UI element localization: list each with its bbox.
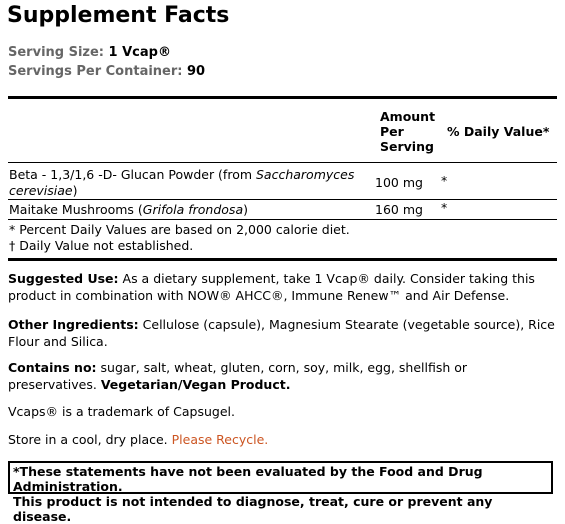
other-ingredients-label: Other Ingredients: [8,317,139,332]
glucan-name-text: Beta - 1,3/1,6 -D- Glucan Powder (from [9,167,256,182]
glucan-amount: 100 mg [375,175,423,190]
servings-per-container [8,64,205,79]
suggested-use [8,270,557,304]
amount-per-serving-header [380,109,435,154]
serving-header-line: Serving [380,139,434,154]
other-ingredients-line1: Cellulose (capsule), Magnesium Stearate (vegetable source), Rice [138,317,555,332]
serving-size-value: 1 Vcap® [108,45,171,60]
table-row-maitake-name [9,202,369,218]
servings-per-container-value: 90 [187,64,206,79]
other-ingredients [8,316,557,350]
maitake-daily-value: * [441,200,448,215]
footnote-dv-not-established: † Daily Value not established. [9,238,194,253]
maitake-source-italic: Grifola frondosa [142,202,244,217]
amount-header-line: Amount [380,109,436,124]
serving-size [8,45,171,60]
top-thick-rule [8,96,557,99]
serving-size-label: Serving Size: [8,45,105,60]
contains-no-line1: sugar, salt, wheat, gluten, corn, soy, milk, egg, shellfish or [96,360,468,375]
contains-no-label: Contains no: [8,360,97,375]
storage-text: Store in a cool, dry place. [8,432,172,447]
suggested-use-line1: As a dietary supplement, take 1 Vcap® daily. Consider taking this [118,271,535,286]
disclaimer-line2: This product is not intended to diagnose, treat, cure or prevent any disease. [13,494,493,524]
storage-note [8,431,557,448]
other-ingredients-line2: Flour and Silica. [8,334,108,349]
per-header-line: Per [380,124,404,139]
please-recycle-text: Please Recycle. [171,432,269,447]
glucan-source-italic: Saccharomyces [256,167,355,182]
suggested-use-line2: product in combination with NOW® AHCC®, Immune Renew™ and Air Defense. [8,288,510,303]
glucan-name-suffix: ) [72,183,78,198]
suggested-use-label: Suggested Use: [8,271,119,286]
glucan-source-italic-2: cerevisiae [9,183,73,198]
contains-no-line2: preservatives. [8,377,101,392]
row-rule-2 [8,219,557,220]
contains-no [8,359,557,393]
table-row-glucan-name [9,167,369,199]
trademark-note: Vcaps® is a trademark of Capsugel. [8,404,235,419]
fda-disclaimer-box [8,461,553,524]
header-rule [8,162,557,163]
vegetarian-label: Vegetarian/Vegan Product. [100,377,291,392]
maitake-amount: 160 mg [375,202,423,217]
bottom-thick-rule [8,258,557,261]
maitake-name-text: Maitake Mushrooms ( [9,202,143,217]
disclaimer-line1: *These statements have not been evaluated by the Food and Drug Administration. [13,464,483,494]
daily-value-header: % Daily Value* [447,124,550,139]
footnote-percent-dv: * Percent Daily Values are based on 2,000 calorie diet. [9,222,350,237]
maitake-name-suffix: ) [243,202,248,217]
glucan-daily-value: * [441,173,448,188]
supplement-facts-title: Supplement Facts [7,3,230,28]
servings-per-container-label: Servings Per Container: [8,64,183,79]
row-rule-1 [8,199,557,200]
